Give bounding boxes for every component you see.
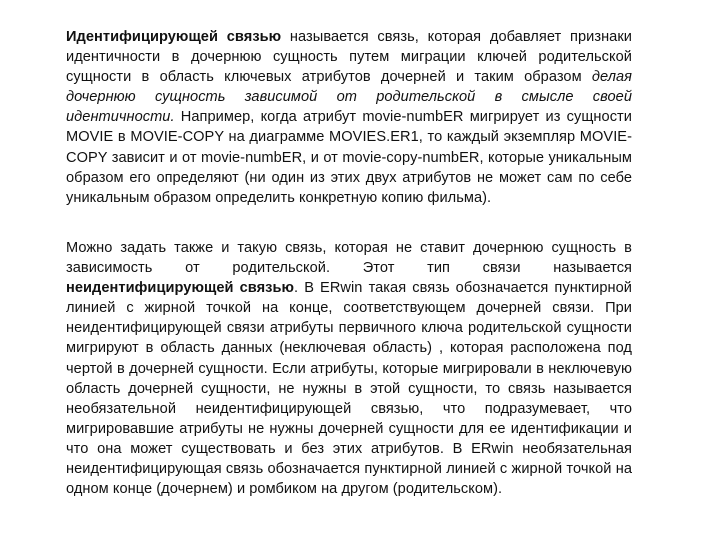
paragraph1-emphasis: делая дочернюю сущность зависимой от родительской в смысле своей идентичности. — [66, 69, 632, 126]
paragraph-non-identifying-relationship — [66, 238, 632, 499]
term-non-identifying-relationship: неидентифицирующей связью — [66, 280, 294, 297]
term-identifying-relationship: Идентифицирующей связью — [66, 29, 282, 45]
paragraph2-text-b: . В ERwin такая связь обозначается пунктирной линией с жирной точкой на конце, соответствующем дочерней связи. При неидентифицирующей связи атрибуты первичного ключа родительской сущности мигрируют в область данных (неключевая область) , которая расположена под чертой в дочерней сущности. Если атрибуты, которые мигрировали в неключевую область дочерней сущности, не нужны в этой сущности, то связь называется необязательной неидентифицирующей связью, что подразумевает, что мигрировавшие атрибуты не нужны дочерней сущности для ее идентификации и что она может существовать и без этих атрибутов. В ERwin необязательная неидентифицирующая связь обозначается пунктирной линией с жирной точкой на одном конце (дочернем) и ромбиком на другом (родительском). — [66, 280, 632, 498]
paragraph1-text-b: Например, когда атрибут movie-numbER мигрирует из сущности MOVIE в MOVIE-COPY на диаграмме MOVIES.ER1, то каждый экземпляр MOVIE-COPY зависит и от movie-numbER, и от movie-copy-numbER, которые уникальным образом его определяют (ни один из этих двух атрибутов не может сам по себе уникальным образом определить конкретную копию фильма). — [66, 109, 632, 206]
paragraph1-text-a: называется связь, которая добавляет признаки идентичности в дочернюю сущность путем миграции ключей родительской сущности в область ключевых атрибутов дочерней и таким образом — [66, 29, 632, 86]
paragraph2-text-a: Можно задать также и такую связь, которая не ставит дочернюю сущность в зависимость от родительской. Этот тип связи называется — [66, 240, 632, 277]
paragraph-identifying-relationship — [66, 27, 632, 208]
